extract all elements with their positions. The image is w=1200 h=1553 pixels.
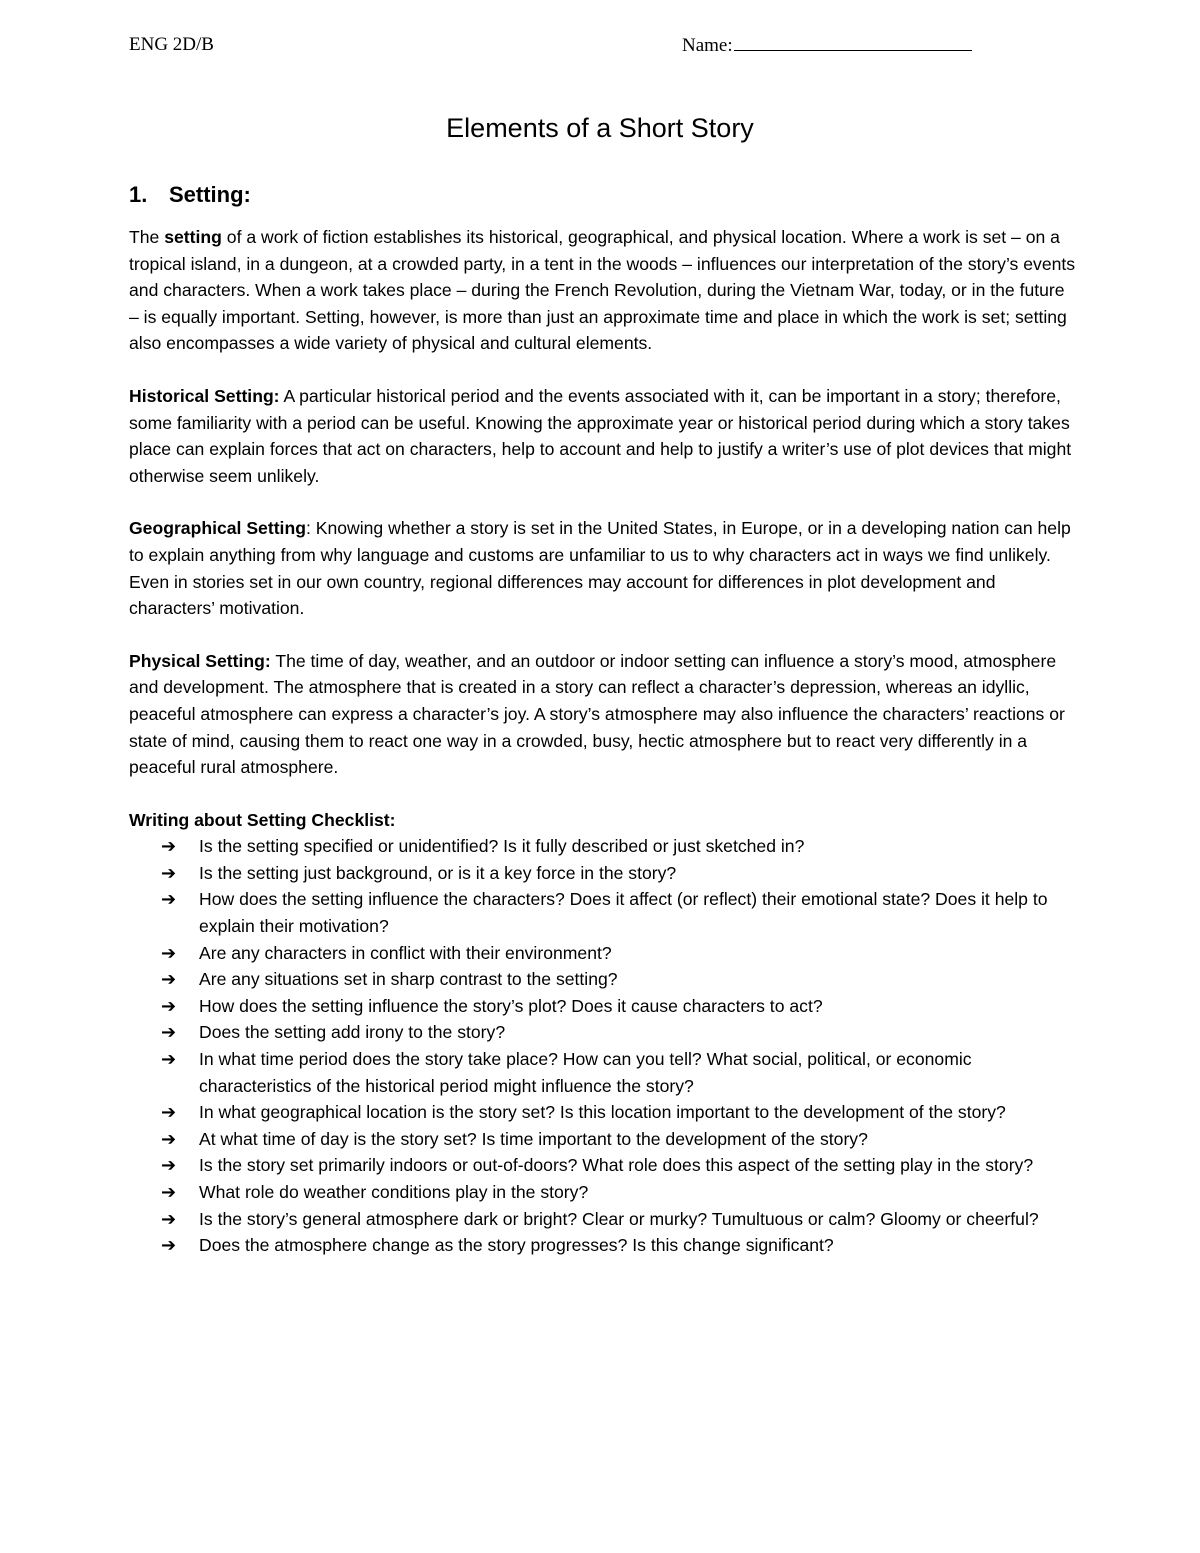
checklist (129, 833, 1079, 1259)
arrow-bullet-icon: ➔ (161, 1208, 177, 1229)
checklist-item (129, 1019, 1079, 1046)
intro-lead: The (129, 227, 165, 247)
physical-term: Physical Setting: (129, 650, 271, 671)
checklist-item-text: What role do weather conditions play in the story? (199, 1182, 589, 1202)
checklist-item-text: Is the story set primarily indoors or out-of-doors? What role does this aspect of the setting play in the story? (199, 1155, 1034, 1176)
section-number: 1. (129, 182, 148, 207)
checklist-item (129, 966, 1079, 993)
checklist-item (129, 1232, 1079, 1259)
checklist-item (129, 1206, 1079, 1233)
checklist-heading: Writing about Setting Checklist: (129, 809, 396, 830)
arrow-bullet-icon: ➔ (161, 1128, 177, 1149)
arrow-bullet-icon: ➔ (161, 1049, 177, 1070)
checklist-item-text: How does the setting influence the story’s plot? Does it cause characters to act? (199, 995, 823, 1016)
checklist-item-text: Is the story’s general atmosphere dark or bright? Clear or murky? Tumultuous or calm? Gloomy or cheerful? (199, 1208, 1039, 1229)
checklist-item-text: Does the atmosphere change as the story progresses? Is this change significant? (199, 1235, 834, 1256)
arrow-bullet-icon: ➔ (161, 862, 177, 883)
page-header (129, 34, 989, 60)
checklist-item-text: Are any situations set in sharp contrast to the setting? (199, 969, 618, 990)
arrow-bullet-icon: ➔ (161, 1102, 177, 1123)
geographical-text: : Knowing whether a story is set in the United States, in Europe, or in a developing nation can help to explain anything from why language and customs are unfamiliar to us to why characters act in ways we find unlikely. Even in stories set in our own country, regional differences may account for differences in plot development and characters’ motivation. (129, 518, 1071, 619)
intro-paragraph (129, 224, 1079, 357)
arrow-bullet-icon: ➔ (161, 1235, 177, 1256)
checklist-item (129, 993, 1079, 1020)
checklist-item (129, 940, 1079, 967)
physical-text: The time of day, weather, and an outdoor or indoor setting can influence a story’s mood, atmosphere and development. The atmosphere that is created in a story can reflect a character’s depression, whereas an idyllic, peaceful atmosphere can express a character’s joy. A story’s atmosphere may also influence the characters’ reactions or state of mind, causing them to react one way in a crowded, busy, hectic atmosphere but to react very differently in a peaceful rural atmosphere. (129, 650, 1065, 778)
historical-paragraph (129, 383, 1079, 489)
historical-text: A particular historical period and the events associated with it, can be important in a story; therefore, some familiarity with a period can be useful. Knowing the approximate year or historical period during which a story takes place can explain forces that act on characters, help to account and help to justify a writer’s use of plot devices that might otherwise seem unlikely. (129, 385, 1072, 486)
page-title: Elements of a Short Story (446, 113, 754, 143)
arrow-bullet-icon: ➔ (161, 1155, 177, 1176)
checklist-item (129, 886, 1079, 939)
name-label: Name: (682, 35, 733, 56)
historical-term: Historical Setting: (129, 385, 280, 406)
arrow-bullet-icon: ➔ (161, 942, 177, 963)
checklist-item (129, 1046, 1079, 1099)
arrow-bullet-icon: ➔ (161, 1182, 177, 1202)
arrow-bullet-icon: ➔ (161, 836, 177, 857)
checklist-item-text: In what geographical location is the story set? Is this location important to the development of the story? (199, 1102, 1006, 1123)
name-field (682, 34, 972, 57)
document-body (129, 180, 1079, 1259)
arrow-bullet-icon: ➔ (161, 995, 177, 1016)
arrow-bullet-icon: ➔ (161, 1022, 177, 1043)
geographical-term: Geographical Setting (129, 518, 306, 539)
arrow-bullet-icon: ➔ (161, 969, 177, 990)
checklist-item-text: Does the setting add irony to the story? (199, 1022, 506, 1043)
arrow-bullet-icon: ➔ (161, 889, 177, 910)
checklist-item-text: Is the setting just background, or is it a key force in the story? (199, 862, 677, 883)
checklist-item (129, 1152, 1079, 1179)
checklist-item (129, 860, 1079, 887)
checklist-item (129, 1126, 1079, 1153)
checklist-item (129, 1099, 1079, 1126)
checklist-item-text: How does the setting influence the characters? Does it affect (or reflect) their emotional state? Does it help to explain their motivation? (199, 889, 1048, 937)
section-heading (129, 180, 1079, 210)
intro-text: of a work of fiction establishes its historical, geographical, and physical location. Where a work is set – on a tropical island, in a dungeon, at a crowded party, in a tent in the woods – influences our interpretation of the story’s events and characters. When a work takes place – during the French Revolution, during the Vietnam War, today, or in the future – is equally important. Setting, however, is more than just an approximate time and place in which the work is set; setting also encompasses a wide variety of physical and cultural elements. (129, 227, 1076, 354)
name-blank-line (734, 34, 972, 51)
geographical-paragraph (129, 515, 1079, 621)
checklist-item-text: At what time of day is the story set? Is time important to the development of the story? (199, 1128, 868, 1149)
checklist-item-text: Is the setting specified or unidentified? Is it fully described or just sketched in? (199, 836, 805, 857)
checklist-item (129, 833, 1079, 860)
section-title: Setting: (169, 182, 251, 207)
checklist-item (129, 1179, 1079, 1206)
checklist-item-text: Are any characters in conflict with their environment? (199, 942, 612, 963)
intro-term: setting (164, 227, 222, 247)
checklist-item-text: In what time period does the story take place? How can you tell? What social, political, or economic characteristics of the historical period might influence the story? (199, 1049, 972, 1096)
physical-paragraph (129, 648, 1079, 781)
course-code: ENG 2D/B (129, 34, 214, 55)
